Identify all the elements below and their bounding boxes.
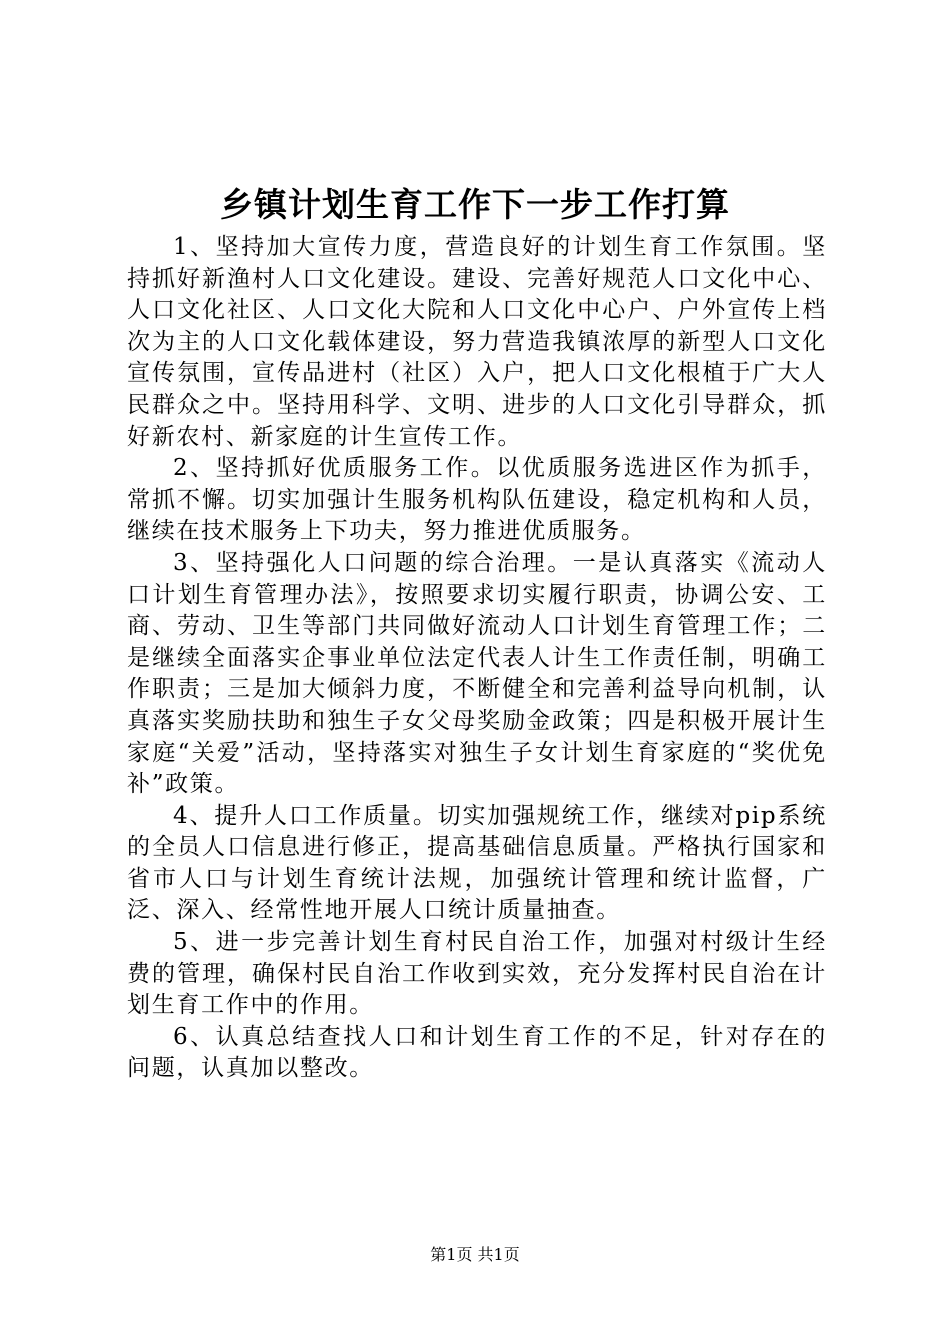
- paragraph-4: 4、提升人口工作质量。切实加强规统工作，继续对pip系统的全员人口信息进行修正，提高基础信息质量。严格执行国家和省市人口与计划生育统计法规，加强统计管理和统计监督，广泛、深入、经常性地开展人口统计质量抽查。: [127, 802, 827, 924]
- document-title: 乡镇计划生育工作下一步工作打算: [220, 185, 730, 224]
- document-body: [127, 232, 827, 1085]
- paragraph-1: 1、坚持加大宣传力度，营造良好的计划生育工作氛围。坚持抓好新渔村人口文化建设。建设、完善好规范人口文化中心、人口文化社区、人口文化大院和人口文化中心户、户外宣传上档次为主的人口文化载体建设，努力营造我镇浓厚的新型人口文化宣传氛围，宣传品进村（社区）入户，把人口文化根植于广大人民群众之中。坚持用科学、文明、进步的人口文化引导群众，抓好新农村、新家庭的计生宣传工作。: [127, 234, 827, 450]
- paragraph-6: 6、认真总结查找人口和计划生育工作的不足，针对存在的问题，认真加以整改。: [127, 1023, 827, 1082]
- paragraph-2: 2、坚持抓好优质服务工作。以优质服务选进区作为抓手，常抓不懈。切实加强计生服务机构队伍建设，稳定机构和人员，继续在技术服务上下功夫，努力推进优质服务。: [127, 455, 827, 545]
- page-footer: 第1页 共1页: [430, 1245, 520, 1264]
- paragraph-5: 5、进一步完善计划生育村民自治工作，加强对村级计生经费的管理，确保村民自治工作收到实效，充分发挥村民自治在计划生育工作中的作用。: [127, 929, 827, 1019]
- paragraph-3: 3、坚持强化人口问题的综合治理。一是认真落实《流动人口计划生育管理办法》，按照要求切实履行职责，协调公安、工商、劳动、卫生等部门共同做好流动人口计划生育管理工作；二是继续全面落实企事业单位法定代表人计生工作责任制，明确工作职责；三是加大倾斜力度，不断健全和完善利益导向机制，认真落实奖励扶助和独生子女父母奖励金政策；四是积极开展计生家庭“关爱”活动，坚持落实对独生子女计划生育家庭的“奖优免补”政策。: [127, 549, 827, 798]
